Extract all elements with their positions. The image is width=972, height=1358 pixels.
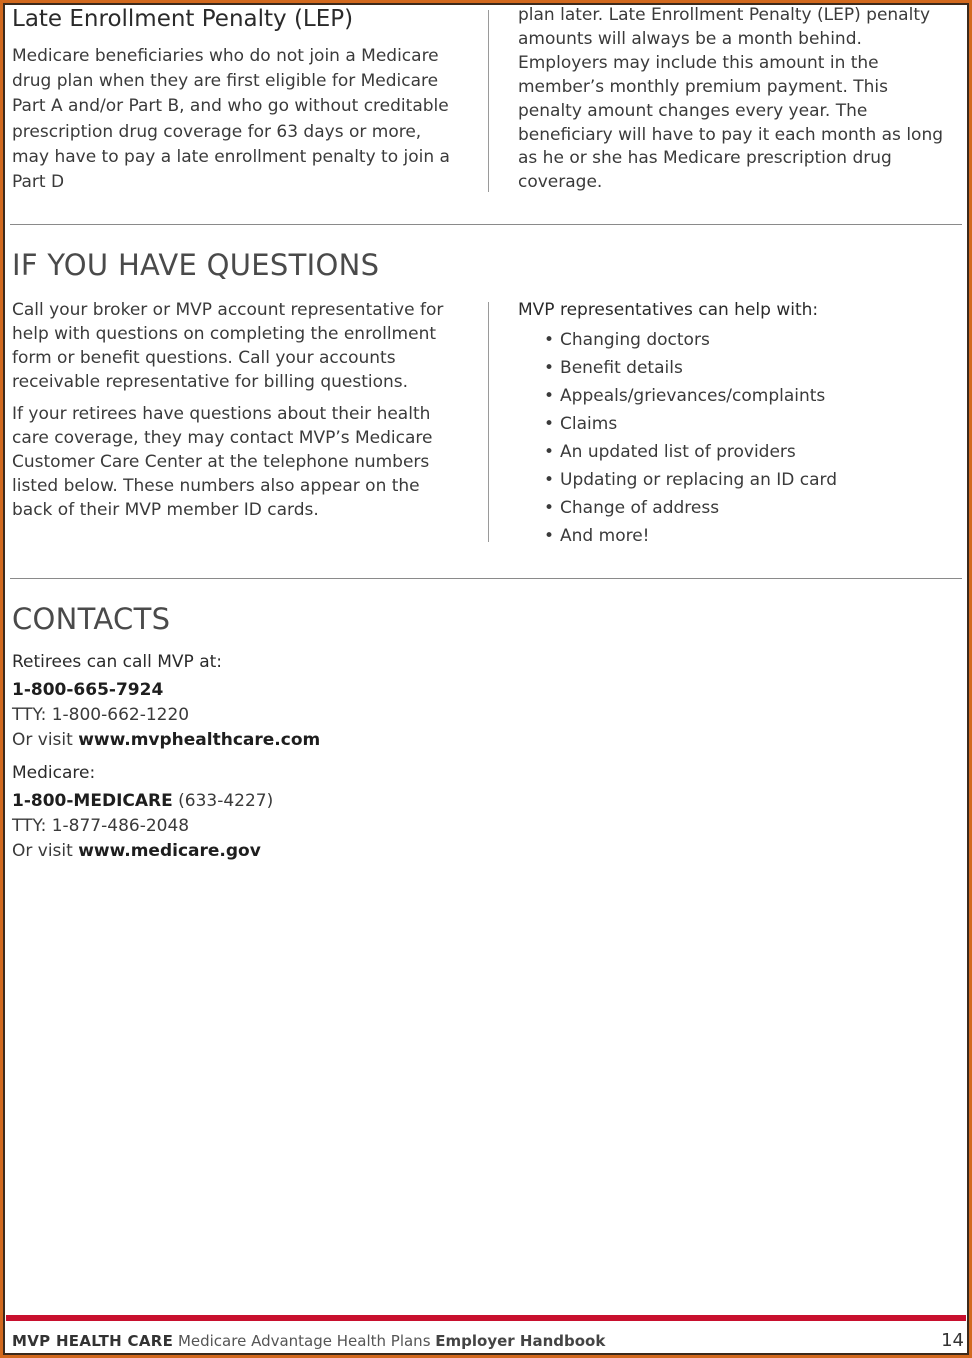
medicare-phone[interactable]: 1-800-MEDICARE [12,791,173,811]
questions-heading: IF YOU HAVE QUESTIONS [12,248,380,282]
footer-brand: MVP HEALTH CARE [12,1332,174,1350]
lep-title: Late Enrollment Penalty (LEP) [12,6,354,32]
mvp-phone[interactable]: 1-800-665-7924 [12,680,164,700]
medicare-visit-line [12,839,612,864]
questions-paragraph-2: If your retirees have questions about their health care coverage, they may contact MVP’s Medicare Customer Care Center at the telephone numbers listed below. These numbers also appear on the back of their MVP member ID cards. [12,404,433,520]
mvp-website-link[interactable]: www.mvphealthcare.com [78,730,321,750]
lep-body-right: plan later. Late Enrollment Penalty (LEP) penalty amounts will always be a month behind. Employers may include this amount in the member’s monthly premium payment. This penalty amount changes every year. The beneficiary will have to pay it each month as long as he or she has Medicare prescription drug coverage. [518,5,944,193]
mvp-visit-prefix: Or visit [12,730,79,750]
column-divider-middle [488,302,489,542]
medicare-visit-prefix: Or visit [12,841,79,861]
reps-list [518,326,948,550]
section-divider-1 [10,224,962,225]
section-divider-2 [10,578,962,579]
contacts-heading: CONTACTS [12,602,171,636]
footer-handbook: Employer Handbook [435,1332,606,1350]
questions-left-column [12,298,460,530]
list-item: • Changing doctors [544,326,948,354]
list-item: • Claims [544,410,948,438]
list-item: • And more! [544,522,948,550]
medicare-phone-digits: (633-4227) [172,791,274,811]
mvp-contact-label: Retirees can call MVP at: [12,652,223,672]
medicare-website-link[interactable]: www.medicare.gov [78,841,261,861]
footer-middle: Medicare Advantage Health Plans [173,1332,436,1350]
lep-body-left: Medicare beneficiaries who do not join a Medicare drug plan when they are first eligible for Medicare Part A and/or Part B, and who go without creditable prescription drug coverage for 63 days or more, may have to pay a late enrollment penalty to join a Part D [12,46,450,193]
medicare-phone-line[interactable] [12,789,612,814]
column-divider-top [488,10,489,192]
footer-accent-bar [6,1315,966,1321]
list-item: • Change of address [544,494,948,522]
questions-right-column [518,298,948,550]
contacts-block [12,652,612,864]
list-item: • Benefit details [544,354,948,382]
reps-intro: MVP representatives can help with: [518,300,819,320]
page-number: 14 [941,1330,964,1351]
mvp-visit-line [12,728,612,753]
footer-text [12,1332,605,1350]
list-item: • Appeals/grievances/complaints [544,382,948,410]
list-item: • An updated list of providers [544,438,948,466]
questions-paragraph-1: Call your broker or MVP account representative for help with questions on completing the enrollment form or benefit questions. Call your accounts receivable representative for billing questions. [12,300,444,392]
medicare-contact-label: Medicare: [12,763,96,783]
medicare-tty[interactable]: TTY: 1-877-486-2048 [12,816,190,836]
list-item: • Updating or replacing an ID card [544,466,948,494]
mvp-tty[interactable]: TTY: 1-800-662-1220 [12,705,190,725]
